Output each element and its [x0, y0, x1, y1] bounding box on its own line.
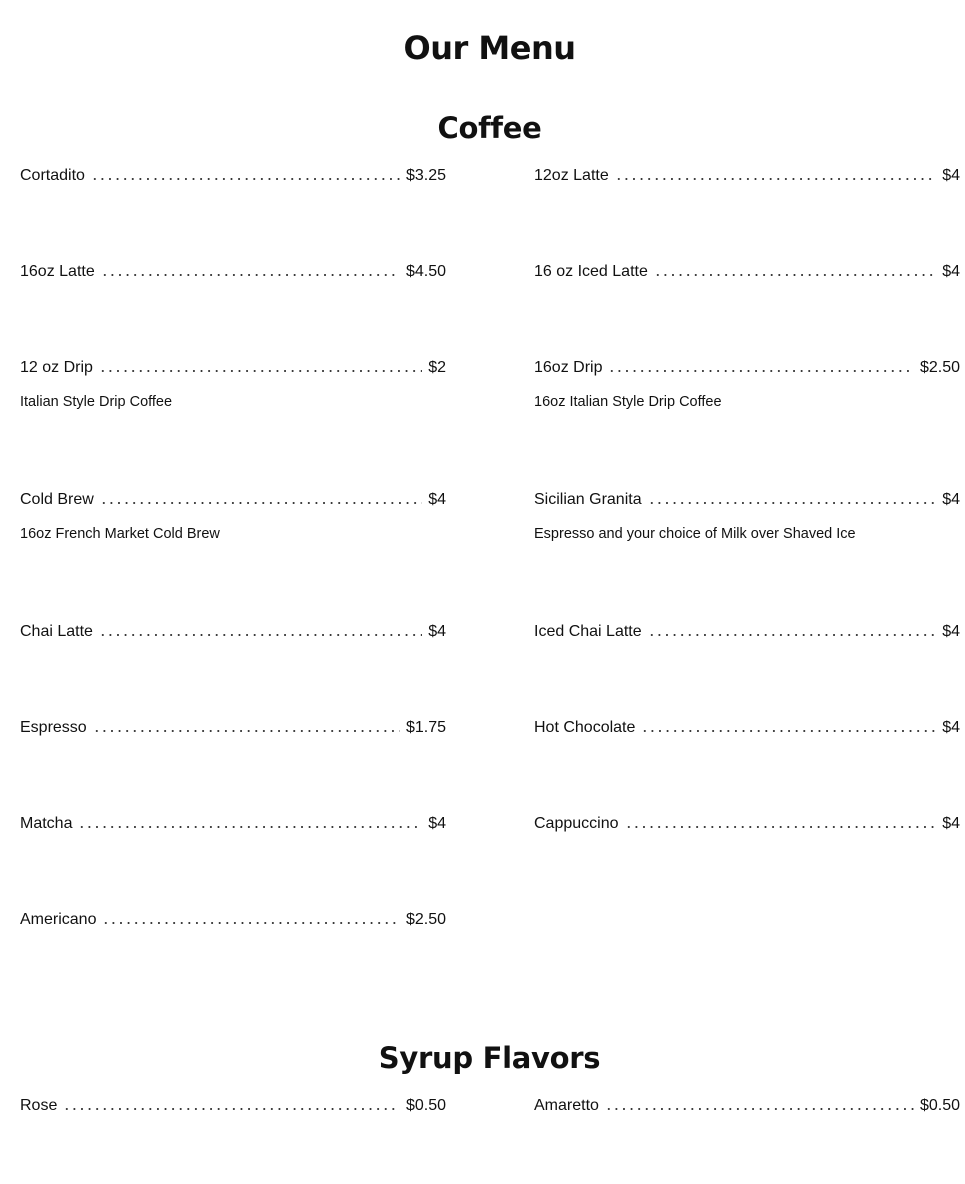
menu-item-description: Italian Style Drip Coffee	[20, 394, 173, 410]
menu-item-12oz-latte	[534, 165, 960, 187]
menu-item-price: $4	[428, 623, 446, 640]
menu-item-price: $4	[428, 815, 446, 832]
dot-leader	[102, 921, 399, 925]
menu-item-16oz-drip	[534, 357, 960, 411]
menu-item-description: 16oz Italian Style Drip Coffee	[534, 394, 722, 410]
menu-item-cappuccino	[534, 813, 960, 835]
menu-item-price: $4.50	[405, 263, 446, 280]
dot-leader	[78, 825, 422, 829]
dot-leader	[615, 177, 936, 181]
menu-item-espresso	[20, 717, 446, 739]
dot-leader	[63, 1107, 400, 1111]
dot-leader	[641, 729, 936, 733]
dot-leader	[605, 1107, 914, 1111]
menu-item-description: Espresso and your choice of Milk over Shaved Ice	[534, 526, 856, 542]
menu-item-amaretto	[534, 1095, 960, 1117]
menu-item-name: 16 oz Iced Latte	[534, 263, 648, 280]
dot-leader	[648, 501, 937, 505]
menu-item-price: $4	[942, 623, 960, 640]
menu-item-description: 16oz French Market Cold Brew	[20, 526, 220, 542]
menu-item-name: Cortadito	[20, 167, 85, 184]
menu-item-cold-brew	[20, 489, 446, 543]
menu-item-iced-chai-latte	[534, 621, 960, 643]
dot-leader	[93, 729, 400, 733]
dot-leader	[100, 501, 422, 505]
menu-item-16oz-latte	[20, 261, 446, 283]
menu-item-name: Amaretto	[534, 1097, 599, 1114]
menu-item-price: $1.75	[405, 719, 446, 736]
menu-item-name: Espresso	[20, 719, 87, 736]
dot-leader	[625, 825, 937, 829]
menu-item-price: $2.50	[919, 359, 960, 376]
section-title-coffee: Coffee	[437, 111, 542, 145]
menu-item-name: Cappuccino	[534, 815, 619, 832]
menu-item-sicilian-granita	[534, 489, 960, 543]
menu-item-rose	[20, 1095, 446, 1117]
menu-item-price: $0.50	[919, 1097, 960, 1114]
menu-item-name: Cold Brew	[20, 491, 94, 508]
menu-item-chai-latte	[20, 621, 446, 643]
menu-item-16oz-iced-latte	[534, 261, 960, 283]
menu-item-12oz-drip	[20, 357, 446, 411]
menu-item-name: Sicilian Granita	[534, 491, 642, 508]
menu-item-price: $0.50	[405, 1097, 446, 1114]
menu-item-hot-chocolate	[534, 717, 960, 739]
menu-item-name: 16oz Latte	[20, 263, 95, 280]
menu-item-price: $2	[428, 359, 446, 376]
menu-item-americano	[20, 909, 446, 931]
menu-item-name: 16oz Drip	[534, 359, 603, 376]
menu-item-name: Hot Chocolate	[534, 719, 636, 736]
dot-leader	[654, 273, 936, 277]
menu-item-price: $4	[942, 815, 960, 832]
menu-item-price: $4	[942, 491, 960, 508]
menu-item-price: $4	[942, 263, 960, 280]
section-title-syrup-flavors: Syrup Flavors	[378, 1041, 601, 1075]
menu-item-cortadito	[20, 165, 446, 187]
menu-item-price: $2.50	[405, 911, 446, 928]
menu-item-name: 12oz Latte	[534, 167, 609, 184]
menu-item-name: Matcha	[20, 815, 73, 832]
menu-item-name: Americano	[20, 911, 97, 928]
menu-item-price: $4	[428, 491, 446, 508]
menu-item-price: $3.25	[405, 167, 446, 184]
dot-leader	[99, 369, 422, 373]
page-title: Our Menu	[403, 29, 576, 67]
menu-item-price: $4	[942, 719, 960, 736]
dot-leader	[91, 177, 400, 181]
menu-item-matcha	[20, 813, 446, 835]
menu-item-name: 12 oz Drip	[20, 359, 93, 376]
dot-leader	[101, 273, 400, 277]
dot-leader	[99, 633, 422, 637]
dot-leader	[608, 369, 913, 373]
dot-leader	[648, 633, 937, 637]
menu-item-name: Iced Chai Latte	[534, 623, 642, 640]
menu-item-price: $4	[942, 167, 960, 184]
menu-item-name: Rose	[20, 1097, 58, 1114]
menu-item-name: Chai Latte	[20, 623, 93, 640]
